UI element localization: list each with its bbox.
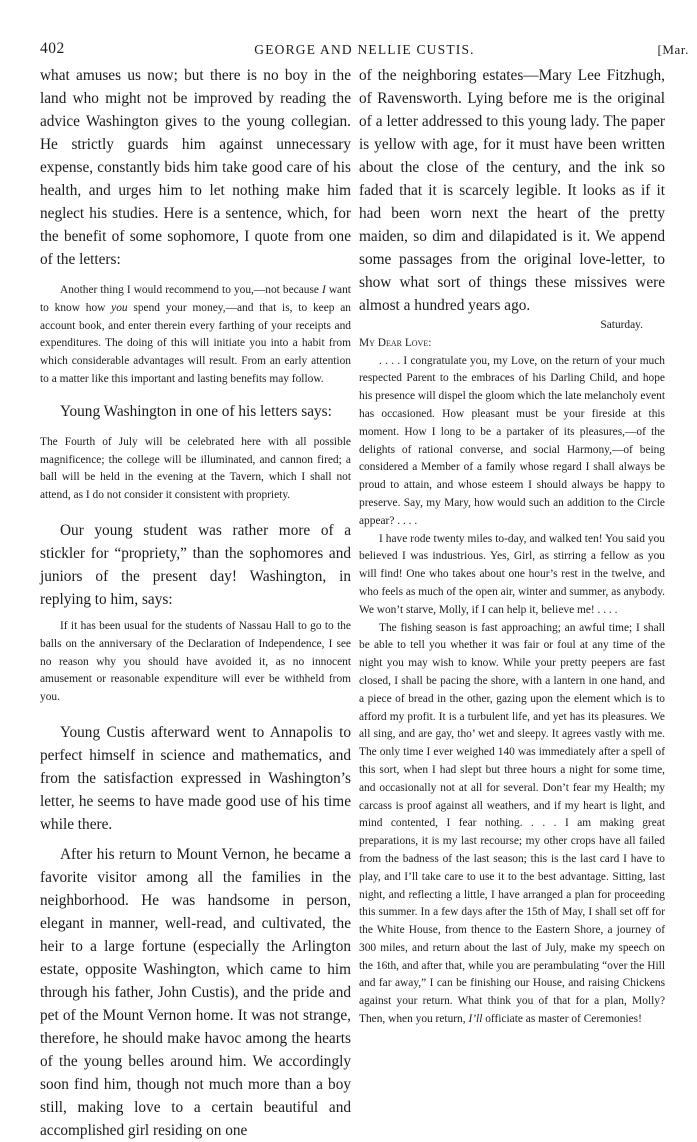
body-paragraph: Our young student was rather more of a stickler for “propriety,” than the sophomores and juniors of the present day! Washington, in replying to him, says: xyxy=(40,521,351,608)
body-paragraph: Young Custis afterward went to Annapolis to perfect himself in science and mathematics, and from the satisfaction expressed in Washington’s letter, he seems to have made good use of his time while there. xyxy=(40,723,351,833)
letter-paragraph: . . . . I congratulate you, my Love, on the return of your much respected Parent to the embraces of his Darling Child, and hope his presence will dispel the gloom which the late melancholy event has occasioned. How pleasant must be your fireside at this moment. How I long to be a partaker of its pleasures,—of the delights of rational converse, and social Harmony,—of being considered a Member of a family whose regard I shall always be proud to attain, and whose esteem I should always be happy to preserve. Say, my Mary, how would such an addition to the Circle appear? . . . . xyxy=(359,354,665,527)
running-title: GEORGE AND NELLIE CUSTIS. xyxy=(254,42,475,57)
letter-paragraph: I have rode twenty miles to-day, and walked ten! You said you believed I was industrious. Yes, Girl, as stirring a fellow as you will find! One who takes about one hour’s rest in the twelve, and who feels as much of the open air, winter and summer, as anybody. We won’t starve, Molly, if I can help it, believe me! . . . . xyxy=(359,532,665,616)
right-column xyxy=(359,64,665,1029)
running-month: [Mar. xyxy=(657,42,689,57)
body-paragraph: of the neighboring estates—Mary Lee Fitzhugh, of Ravensworth. Lying before me is the original of a letter addressed to this young lady. The paper is yellow with age, for it must have been written about the close of the century, and the ink so faded that it is scarcely legible. It looks as if it had been worn next the heart of the pretty maiden, so dim and dilapidated is it. We append some passages from the original love-letter, to show what sort of things these missives were almost a hundred years ago. xyxy=(359,67,665,314)
running-header xyxy=(40,40,689,62)
body-paragraph: Young Washington in one of his letters says: xyxy=(60,402,332,420)
page-number: 402 xyxy=(40,40,65,57)
letter-date: Saturday. xyxy=(600,319,643,331)
quote-nassau-hall: If it has been usual for the students of Nassau Hall to go to the balls on the anniversary of the Declaration of Independence, I see no reason why you should have avoided it, as no innocent amusement or reasonable expenditure will ever be withheld from you. xyxy=(40,619,351,704)
body-paragraph: After his return to Mount Vernon, he became a favorite visitor among all the families in the neighborhood. He was handsome in person, elegant in manner, well-read, and cultivated, the heir to a large fortune (especially the Arlington estate, opposite Washington, which came to him through his father, John Custis), and the pride and pet of the Mount Vernon home. It was not strange, therefore, he should make havoc among the hearts of the young belles around him. We accordingly soon find him, though not much more than a boy still, making love to a certain beautiful and accomplished girl residing on one xyxy=(40,845,351,1139)
body-paragraph: what amuses us now; but there is no boy in the land who might not be improved by reading the advice Washington gives to the young collegian. He strictly guards him against unnecessary expense, constantly bids him take good care of his health, and urges him to let nothing make him neglect his studies. Here is a sentence, which, for the benefit of some sophomore, I quote from one of the letters: xyxy=(40,67,351,268)
quote-fourth-of-july: The Fourth of July will be celebrated here with all possible magnificence; the college will be illuminated, and cannon fired; a ball will be held in the evening at the Tavern, which I shall not attend, as I do not consider it consistent with propriety. xyxy=(40,435,351,502)
left-column xyxy=(40,64,351,1142)
letter-paragraph: The fishing season is fast approaching; an awful time; I shall be able to tell you whether it was fair or foul at any time of the night you may wish to know. While your pretty peepers are fast closed, I shall be pacing the shore, with a lantern in one hand, and a piece of bread in the other, gazing upon the element which is to afford my profit. It is a turbulent life, and yet has its pleasures. We all sing, and are gay, tho’ wet and sleepy. It agrees vastly with me. The only time I ever weighed 140 was immediately after a spell of this sort, when I had slept but three hours a night for some time, and occasionally not at all for several. Don’t fear my Health; my carcass is proof against all weathers, and if my heart is light, and mind contented, I fear nothing. . . . I am making great preparations, it is my last recourse; my other crops have all failed from the badness of the last season; this is the last card I have to play, and I’ll take care to use it to the best advantage. Sitting, last night, and reflecting a little, I have arranged a plan for proceeding this summer. In a few days after the 15th of May, I shall set off for the White House, from thence to the Eastern Shore, a journey of 300 miles, and return about the last of July, make my speech on the 16th, and after that, while you are perambulating “over the Hill and far away,” I can be finishing our House, and raising Chickens against your return. What think you of that for a plan, Molly? Then, when you return, I’ll officiate as master of Ceremonies! xyxy=(359,621,665,1026)
letter-salutation: My Dear Love: xyxy=(359,336,432,349)
quote-account-book: Another thing I would recommend to you,—not because I want to know how you spend your money,—and that is, to keep an account book, and enter therein every farthing of your receipts and expenditures. The doing of this will initiate you into a habit from which considerable advantages will result. From an early attention to a matter like this important and lasting benefits may follow. xyxy=(40,284,351,385)
